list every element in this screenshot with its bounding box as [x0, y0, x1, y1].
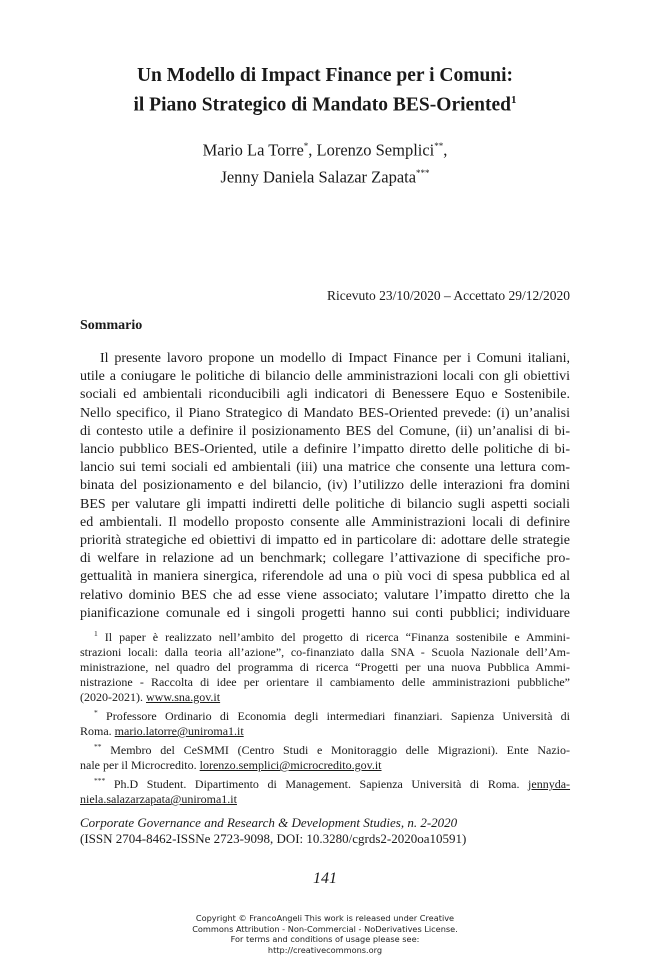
- footnote-3-line: ** Membro del CeSMMI (Centro Studi e Monitoraggio delle Migrazioni). Ente Nazio-: [94, 742, 571, 757]
- footnote-4-line: *** Ph.D Student. Dipartimento di Management. Sapienza Università di Roma. jennyda-: [94, 776, 571, 791]
- footnote-marker: ***: [94, 776, 106, 785]
- abstract-line: gettualità in maniera sinergica, riferendole ad una o più voci di spesa pubblica ed al: [80, 569, 570, 585]
- abstract-line: lancio pubblico BES-Oriented, utile a definire l’impatto diretto delle politiche di bi-: [80, 442, 570, 458]
- author-name: Jenny Daniela Salazar Zapata: [220, 167, 417, 186]
- author-separator: ,: [443, 140, 448, 160]
- abstract-body: [80, 350, 570, 623]
- abstract-line: Nello specifico, il Piano Strategico di Mandato BES-Oriented prevede: (i) un’analisi: [80, 405, 570, 421]
- received-accepted-dates: Ricevuto 23/10/2020 – Accettato 29/12/2020: [327, 288, 570, 303]
- abstract-line: lancio sui temi sociali ed ambientali (iii) una matrice che consente una lettura com-: [80, 460, 570, 476]
- footnote-marker: 1: [94, 629, 98, 638]
- footnote-1-line: (2020-2021). www.sna.gov.it: [80, 690, 221, 704]
- license-line: For terms and conditions of usage please see:: [230, 934, 420, 945]
- author-marker: *: [303, 141, 309, 151]
- abstract-line: BES per valutare gli impatti indiretti delle politiche di bilancio sugli aspetti sociali: [80, 496, 570, 512]
- footnote-3-line: nale per il Microcredito. lorenzo.semplici@microcredito.gov.it: [80, 758, 382, 772]
- paper-title: [0, 63, 650, 118]
- author-name: , Lorenzo Semplici: [308, 140, 435, 160]
- license-url[interactable]: http://creativecommons.org: [267, 944, 383, 955]
- footnote-4-line: [80, 792, 570, 807]
- footnote-1-line: strazioni locali: dalla teoria all’azione”, co-finanziato dalla SNA - Scuola Nazionale dell’Am-: [80, 645, 570, 659]
- title-line-2: il Piano Strategico di Mandato BES-Oriented: [133, 94, 512, 116]
- abstract-heading: Sommario: [80, 318, 143, 333]
- journal-citation: [80, 815, 466, 847]
- abstract-line: pianificazione comunale ed i singoli progetti hanno sui conti pubblici; individuare: [80, 605, 570, 621]
- footnotes: [80, 626, 570, 807]
- email-link[interactable]: lorenzo.semplici@microcredito.gov.it: [199, 758, 382, 772]
- abstract-line: sociali ed ambientali riconducibili agli indicatori di Benessere Equo e Sostenibile.: [80, 387, 570, 403]
- author-list: [0, 135, 650, 188]
- footnote-2-line: Roma. mario.latorre@uniroma1.it: [80, 724, 244, 738]
- author-marker: ***: [416, 167, 430, 178]
- license-line: Copyright © FrancoAngeli This work is released under Creative: [195, 913, 455, 923]
- footnote-marker: *: [94, 708, 98, 717]
- journal-name: Corporate Governance and Research & Development Studies, n. 2-2020: [80, 815, 458, 830]
- abstract-line: binata del posizionamento e del bilancio, (iv) l’utilizzo delle interazioni fra domini: [80, 478, 570, 494]
- abstract-line: ed ambientali. Il modello proposto consente alle Amministrazioni locali di definire: [80, 514, 570, 530]
- email-link[interactable]: mario.latorre@uniroma1.it: [114, 724, 244, 738]
- footnote-1-line: nistrazione - Raccolta di idee per orientare il cambiamento delle amministrazioni pubbliche”: [80, 675, 570, 689]
- author-name: Mario La Torre: [202, 140, 304, 160]
- footnote-marker: **: [94, 742, 102, 751]
- abstract-line: Il presente lavoro propone un modello di Impact Finance per i Comuni italiani,: [100, 351, 570, 366]
- email-link[interactable]: jennyda-: [528, 777, 571, 791]
- sna-website-link[interactable]: www.sna.gov.it: [146, 690, 221, 704]
- footnote-1-line: $^1$ Il paper è realizzato nell’ambito del progetto di ricerca “Finanza sostenibile e Ammini-: [94, 629, 571, 644]
- abstract-line: relativo dominio BES che ad esse viene associato; valutare l’impatto diretto che la: [80, 587, 570, 603]
- title-footnote-marker: 1: [511, 94, 517, 106]
- abstract-line: utile a coniugare le politiche di bilancio delle amministrazioni locali con gli obiettivi: [80, 369, 570, 385]
- footnote-2-line: * Professore Ordinario di Economia degli intermediari finanziari. Sapienza Università di: [94, 708, 571, 723]
- author-marker: **: [434, 141, 444, 151]
- license-line: Commons Attribution - Non-Commercial - NoDerivatives License.: [192, 923, 458, 934]
- abstract-line: priorità strategiche ed obiettivi di impatto ed in particolare di: adottare delle strategie: [80, 533, 570, 549]
- abstract-line: di contesto utile a definire il posizionamento BES del Comune, (ii) un’analisi di bi-: [80, 423, 570, 439]
- abstract-line: di welfare in relazione ad un benchmark; collegare l’attivazione di specifiche pro-: [80, 551, 570, 567]
- license-notice: [0, 913, 650, 955]
- email-link[interactable]: niela.salazarzapata@uniroma1.it: [80, 792, 237, 806]
- journal-issn-doi: (ISSN 2704-8462-ISSNe 2723-9098, DOI: 10.3280/cgrds2-2020oa10591): [80, 831, 467, 846]
- footnote-1-line: ministrazione, nel quadro del programma di ricerca “Progetti per una nuova Pubblica Ammi-: [80, 660, 570, 674]
- title-line-1: Un Modello di Impact Finance per i Comuni:: [136, 65, 514, 86]
- page-number: 141: [313, 870, 337, 887]
